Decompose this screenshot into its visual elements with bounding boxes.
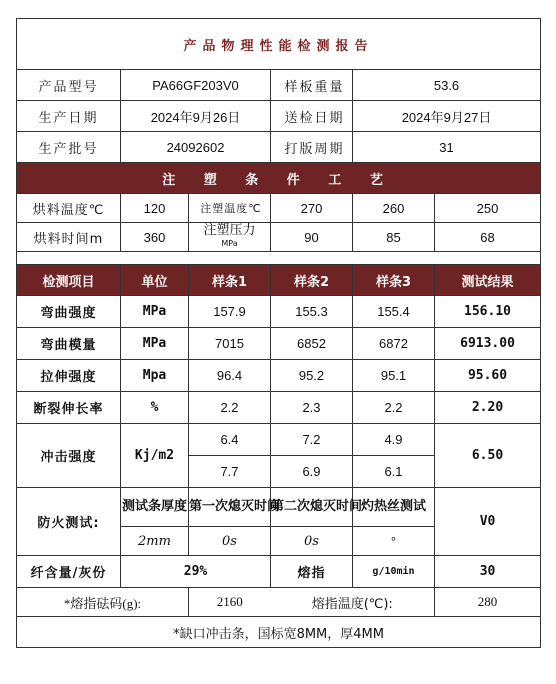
inj-press-1: 90 <box>271 223 353 252</box>
fire-result: V0 <box>435 488 541 556</box>
fire-h3: 第二次熄灭时间 <box>271 488 353 527</box>
test-date-label: 送检日期 <box>271 101 353 132</box>
spacer-row <box>17 252 541 265</box>
inj-press-label: 注塑压力 <box>203 223 256 238</box>
fire-name: 防火测试: <box>17 488 121 556</box>
test-result: 156.10 <box>435 296 541 328</box>
inj-temp-1: 270 <box>271 194 353 223</box>
inj-temp-label: 注塑温度℃ <box>189 194 271 223</box>
header-sample1: 样条1 <box>189 265 271 296</box>
test-name: 弯曲模量 <box>17 328 121 360</box>
footnote: *缺口冲击条，国标宽8MM，厚4MM <box>17 617 541 648</box>
test-sample3: 6872 <box>353 328 435 360</box>
header-result: 测试结果 <box>435 265 541 296</box>
melt-weight-label: *熔指砝码(g): <box>17 588 189 617</box>
header-sample3: 样条3 <box>353 265 435 296</box>
impact-name: 冲击强度 <box>17 424 121 488</box>
test-result: 6913.00 <box>435 328 541 360</box>
test-unit: % <box>121 392 189 424</box>
impact-r2-s2: 6.9 <box>271 456 353 488</box>
dry-temp-label: 烘料温度℃ <box>17 194 121 223</box>
test-sample1: 157.9 <box>189 296 271 328</box>
cycle-value: 31 <box>353 132 541 163</box>
melt-temp-label: 熔指温度(℃): <box>271 588 435 617</box>
fiber-value: 29% <box>121 556 271 588</box>
test-sample2: 95.2 <box>271 360 353 392</box>
prod-date-value: 2024年9月26日 <box>121 101 271 132</box>
fiber-label: 纤含量/灰份 <box>17 556 121 588</box>
fire-h1: 测试条厚度 <box>121 488 189 527</box>
process-section-title: 注 塑 条 件 工 艺 <box>17 163 541 194</box>
report-table <box>16 18 541 648</box>
batch-label: 生产批号 <box>17 132 121 163</box>
impact-r1-s1: 6.4 <box>189 424 271 456</box>
test-result: 2.20 <box>435 392 541 424</box>
impact-r2-s3: 6.1 <box>353 456 435 488</box>
test-result: 95.60 <box>435 360 541 392</box>
fire-h2: 第一次熄灭时间 <box>189 488 271 527</box>
melt-weight-value: 2160 <box>189 588 271 617</box>
table-row <box>17 328 541 360</box>
test-sample3: 155.4 <box>353 296 435 328</box>
batch-value: 24092602 <box>121 132 271 163</box>
inj-temp-3: 250 <box>435 194 541 223</box>
table-row <box>17 360 541 392</box>
impact-r1-s2: 7.2 <box>271 424 353 456</box>
melt-unit: g/10min <box>353 556 435 588</box>
impact-unit: Kj/m2 <box>121 424 189 488</box>
dry-time-value: 360 <box>121 223 189 252</box>
melt-note-row <box>17 588 541 617</box>
test-name: 断裂伸长率 <box>17 392 121 424</box>
model-value: PA66GF203V0 <box>121 70 271 101</box>
fire-h4: 灼热丝测试 <box>353 488 435 527</box>
report-title: 产品物理性能检测报告 <box>17 19 541 70</box>
header-item: 检测项目 <box>17 265 121 296</box>
weight-value: 53.6 <box>353 70 541 101</box>
test-unit: MPa <box>121 328 189 360</box>
dry-time-label: 烘料时间m <box>17 223 121 252</box>
test-sample3: 95.1 <box>353 360 435 392</box>
test-sample2: 155.3 <box>271 296 353 328</box>
impact-result: 6.50 <box>435 424 541 488</box>
impact-r1-s3: 4.9 <box>353 424 435 456</box>
report-sheet <box>16 18 540 668</box>
inj-temp-2: 260 <box>353 194 435 223</box>
inj-press-2: 85 <box>353 223 435 252</box>
cycle-label: 打版周期 <box>271 132 353 163</box>
model-label: 产品型号 <box>17 70 121 101</box>
fire-v4: ° <box>353 527 435 556</box>
test-date-value: 2024年9月27日 <box>353 101 541 132</box>
fire-v1: 2mm <box>121 527 189 556</box>
table-row <box>17 296 541 328</box>
test-sample1: 7015 <box>189 328 271 360</box>
inj-press-3: 68 <box>435 223 541 252</box>
melt-temp-value: 280 <box>435 588 541 617</box>
impact-row <box>17 424 541 456</box>
fire-v2: 0s <box>189 527 271 556</box>
test-sample2: 6852 <box>271 328 353 360</box>
inj-press-label-cell <box>189 223 271 252</box>
dry-temp-value: 120 <box>121 194 189 223</box>
test-sample3: 2.2 <box>353 392 435 424</box>
prod-date-label: 生产日期 <box>17 101 121 132</box>
table-row <box>17 392 541 424</box>
header-sample2: 样条2 <box>271 265 353 296</box>
test-unit: Mpa <box>121 360 189 392</box>
test-sample2: 2.3 <box>271 392 353 424</box>
header-unit: 单位 <box>121 265 189 296</box>
test-name: 拉伸强度 <box>17 360 121 392</box>
melt-value: 30 <box>435 556 541 588</box>
impact-r2-s1: 7.7 <box>189 456 271 488</box>
melt-label: 熔指 <box>271 556 353 588</box>
test-sample1: 2.2 <box>189 392 271 424</box>
fiber-row <box>17 556 541 588</box>
inj-press-unit: MPa <box>221 239 238 248</box>
weight-label: 样板重量 <box>271 70 353 101</box>
test-sample1: 96.4 <box>189 360 271 392</box>
fire-v3: 0s <box>271 527 353 556</box>
test-name: 弯曲强度 <box>17 296 121 328</box>
fire-row <box>17 488 541 527</box>
test-unit: MPa <box>121 296 189 328</box>
